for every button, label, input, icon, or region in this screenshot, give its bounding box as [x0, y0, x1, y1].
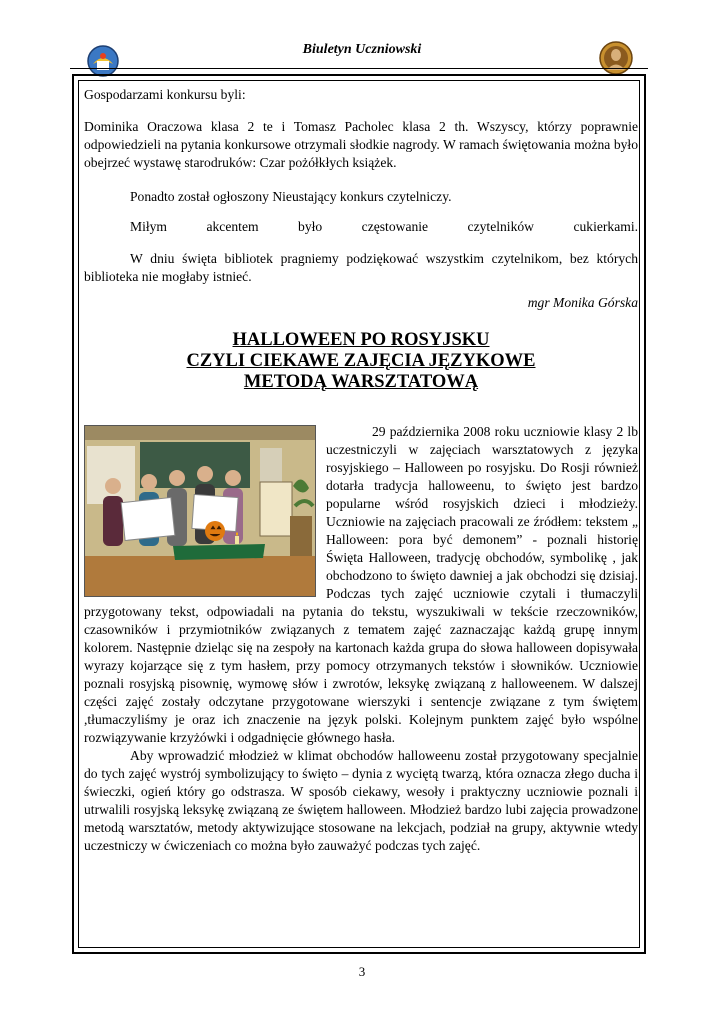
article-paragraph-2: Aby wprowadzić młodzież w klimat obchodów halloweenu został przygotowany specjalnie do tych zajęć wystrój symbolizujący to święto – dynia z wyciętą twarzą, która oznacza złego ducha i świeczki, ogień który go odstrasza. W sposób ciekawy, wesoły i praktyczny uczniowie poznali i utrwalili rosyjską leksykę związaną ze świętem halloween. Młodzież bardzo lubi zajęcia prowadzone metodą warsztatów, metody aktywizujące stosowane na lekcjach, podział na grupy, aktywnie wtedy uczestniczy w ćwiczeniach co można było zauważyć podczas tych zajęć.	[84, 748, 638, 853]
article-title-line-3: METODĄ WARSZTATOWĄ	[243, 372, 479, 392]
hosts-paragraph: Dominika Oraczowa klasa 2 te i Tomasz Pacholec klasa 2 th. Wszyscy, którzy poprawnie odpowiedzieli na pytania konkursowe otrzymali słodkie nagrody. W ramach świętowania można było obejrzeć wystawę starodruków: Czar pożółkłych książek.	[84, 119, 638, 170]
thanks-paragraph: W dniu święta bibliotek pragniemy podziękować wszystkim czytelnikom, bez których biblioteka nie mogłaby istnieć.	[84, 251, 638, 284]
class-photo	[84, 425, 316, 597]
hosts-heading: Gospodarzami konkursu byli:	[84, 87, 246, 102]
author-signature: mgr Monika Górska	[527, 295, 638, 310]
contest-paragraph: Ponadto został ogłoszony Nieustający konkurs czytelniczy.	[130, 189, 452, 204]
page-content	[84, 86, 638, 855]
article-title-line-2: CZYLI CIEKAWE ZAJĘCIA JĘZYKOWE	[186, 351, 536, 371]
class-photo-image	[85, 426, 315, 596]
bulletin-title: Biuletyn Uczniowski	[302, 42, 422, 57]
patron-medallion-icon	[598, 40, 634, 76]
school-emblem-icon	[86, 44, 120, 78]
article-title-line-1: HALLOWEEN PO ROSYJSKU	[232, 330, 490, 350]
article-paragraph-1: 29 października 2008 roku uczniowie klasy 2 lb uczestniczyli w zajęciach warsztatowych z języka rosyjskiego – Halloween po rosyjsku. Do Rosji również dotarła tradycja halloweenu, to święto jest bardzo popularne wśród rosyjskich dzieci i młodzieży. Uczniowie na zajęciach pracowali ze źródłem: tekstem „ Halloween: pora być demonem” - poznali historię Święta Halloween, tradycję obchodów, symbolikę , jak obchodzono to święto dawniej a jak obchodzi się dzisiaj. Podczas tych zajęć uczniowie czytali i tłumaczyli przygotowany tekst, odpowiadali na pytania do tekstu, wyszukiwali w tekście rzeczowników, czasowników i przymiotników związanych z tematem zajęć zaznaczając każdą grupę innym kolorem. Następnie dzieląc się na zespoły na kartonach każda grupa do słowa halloween dopisywała wyrazy kojarzące się z tym hasłem, przy pomocy otrzymanych tekstów i słowników. Uczniowie poznali rosyjską pisownię, wymowę słów i zwrotów, leksykę związaną z halloweenem. W dalszej części zajęć zostały odczytane przygotowane wierszyki i sentencje związane z tym świętem ,tłumaczyliśmy je oraz ich znaczenie na język polski. Kolejnym punktem zajęć było wspólne rozwiązywanie krzyżówki i odgadnięcie głównego hasła.	[84, 424, 638, 745]
page-number: 3	[358, 964, 366, 979]
article-title	[84, 330, 638, 393]
article-body	[84, 423, 638, 855]
treat-paragraph: Miłym akcentem było częstowanie czytelników cukierkami.	[130, 219, 638, 234]
header-rule	[70, 68, 648, 69]
